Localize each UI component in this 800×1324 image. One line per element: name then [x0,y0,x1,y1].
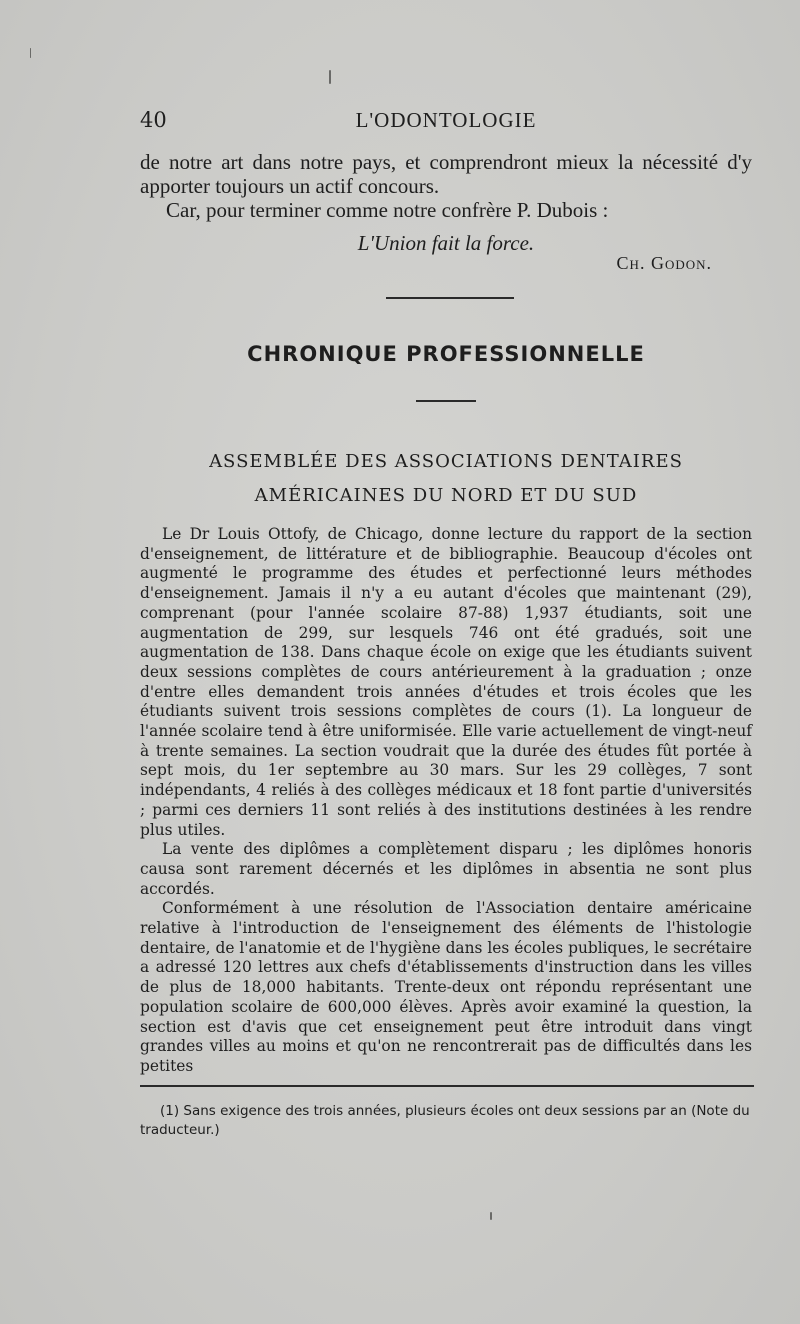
paper-speck [30,48,31,58]
article-title-line: AMÉRICAINES DU NORD ET DU SUD [254,485,638,506]
article-body [140,525,752,1077]
paragraph: Car, pour terminer comme notre confrère P. Dubois : [166,198,609,222]
separator-rule [386,297,514,299]
paragraph: La vente des diplômes a complètement disparu ; les diplômes honoris causa sont rarement décernés et les diplômes in absentia ne sont plus accordés. [140,840,752,898]
footnote-rule [140,1085,754,1087]
paper-speck [490,1212,492,1220]
paragraph: de notre art dans notre pays, et comprendront mieux la nécessité d'y apporter toujours un actif concours. [140,150,752,198]
paragraph: Conformément à une résolution de l'Association dentaire américaine relative à l'introduction de l'enseignement des éléments de l'histologie dentaire, de l'anatomie et de l'hygiène dans les écoles publiques, le secrétaire a adressé 120 lettres aux chefs d'établissements d'instruction dans les villes de plus de 18,000 habitants. Trente-deux ont répondu représentant une population scolaire de 600,000 élèves. Après avoir examiné la question, la section est d'avis que cet enseignement peut être introduit dans vingt grandes villes au moins et qu'on ne rencontrerait pas de difficultés dans les petites [140,899,752,1075]
footnote [140,1102,754,1140]
footnote-text: (1) Sans exigence des trois années, plusieurs écoles ont deux sessions par an (Note du traducteur.) [140,1103,750,1138]
paper-speck [329,70,331,84]
previous-article-ending [140,150,752,222]
section-title: CHRONIQUE PROFESSIONNELLE [247,342,645,366]
author-signature: Ch. Godon. [616,253,712,273]
article-title-line: ASSEMBLÉE DES ASSOCIATIONS DENTAIRES [209,451,683,472]
page-number: 40 [140,108,167,132]
running-title: L'ODONTOLOGIE [355,108,537,132]
paragraph: Le Dr Louis Ottofy, de Chicago, donne lecture du rapport de la section d'enseignement, de littérature et de bibliographie. Beaucoup d'écoles ont augmenté le programme des études et perfectionné leurs méthodes d'enseignement. Jamais il n'y a eu autant d'écoles que maintenant (29), comprenant (pour l'année scolaire 87-88) 1,937 étudiants, soit une augmentation de 299, sur lesquels 746 ont été gradués, soit une augmentation de 138. Dans chaque école on exige que les étudiants suivent deux sessions complètes de cours antérieurement à la graduation ; onze d'entre elles demandent trois années d'études et trois écoles que les étudiants suivent trois sessions complètes de cours (1). La longueur de l'année scolaire tend à être uniformisée. Elle varie actuellement de vingt-neuf à trente semaines. La section voudrait que la durée des études fût portée à sept mois, du 1er septembre au 30 mars. Sur les 29 collèges, 7 sont indépendants, 4 reliés à des collèges médicaux et 18 font partie d'universités ; parmi ces derniers 11 sont reliés à des institutions destinées à les rendre plus utiles. [140,525,752,839]
page-header [140,108,752,138]
separator-rule [416,400,476,402]
motto: L'Union fait la force. [357,231,535,255]
